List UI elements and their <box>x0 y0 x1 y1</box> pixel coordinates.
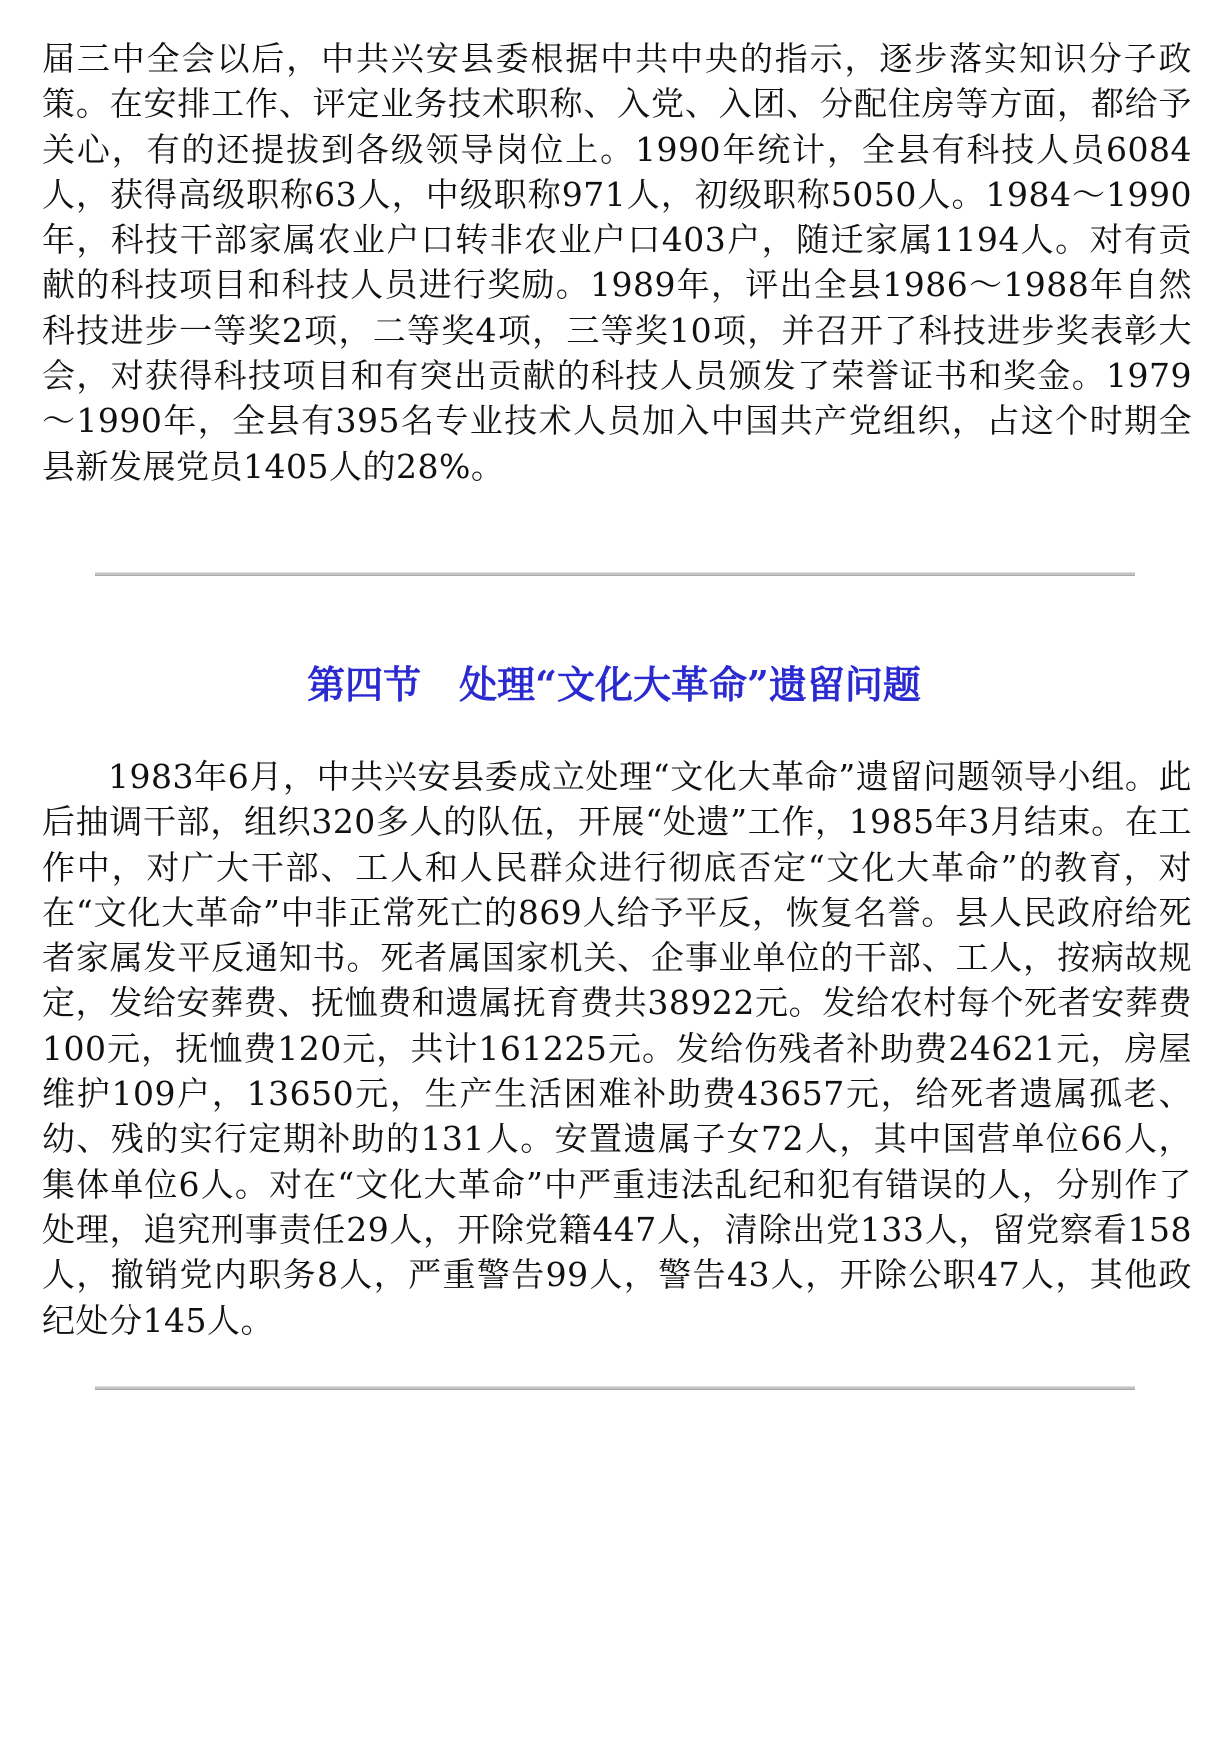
body-paragraph: 届三中全会以后，中共兴安县委根据中共中央的指示，逐步落实知识分子政策。在安排工作、评定业务技术职称、入党、入团、分配住房等方面，都给予关心，有的还提拔到各级领导岗位上。1990年统计，全县有科技人员6084人，获得高级职称63人，中级职称971人，初级职称5050人。1984～1990年，科技干部家属农业户口转非农业户口403户，随迁家属1194人。对有贡献的科技项目和科技人员进行奖励。1989年，评出全县1986～1988年自然科技进步一等奖2项，二等奖4项，三等奖10项，并召开了科技进步奖表彰大会，对获得科技项目和有突出贡献的科技人员颁发了荣誉证书和奖金。1979～1990年，全县有395名专业技术人员加入中国共产党组织，占这个时期全县新发展党员1405人的28%。 <box>42 39 1192 486</box>
section-title: 第四节 处理“文化大革命”遗留问题 <box>307 662 921 707</box>
section-divider <box>95 572 1135 576</box>
section-divider <box>95 1386 1135 1390</box>
body-paragraph: 1983年6月，中共兴安县委成立处理“文化大革命”遗留问题领导小组。此后抽调干部，组织320多人的队伍，开展“处遗”工作，1985年3月结束。在工作中，对广大干部、工人和人民群众进行彻底否定“文化大革命”的教育，对在“文化大革命”中非正常死亡的869人给予平反，恢复名誉。县人民政府给死者家属发平反通知书。死者属国家机关、企事业单位的干部、工人，按病故规定，发给安葬费、抚恤费和遗属抚育费共38922元。发给农村每个死者安葬费100元，抚恤费120元，共计161225元。发给伤残者补助费24621元，房屋维护109户，13650元，生产生活困难补助费43657元，给死者遗属孤老、幼、残的实行定期补助的131人。安置遗属子女72人，其中国营单位66人，集体单位6人。对在“文化大革命”中严重违法乱纪和犯有错误的人，分别作了处理，追究刑事责任29人，开除党籍447人，清除出党133人，留党察看158人，撤销党内职务8人，严重警告99人，警告43人，开除公职47人，其他政纪处分145人。 <box>42 757 1192 1340</box>
